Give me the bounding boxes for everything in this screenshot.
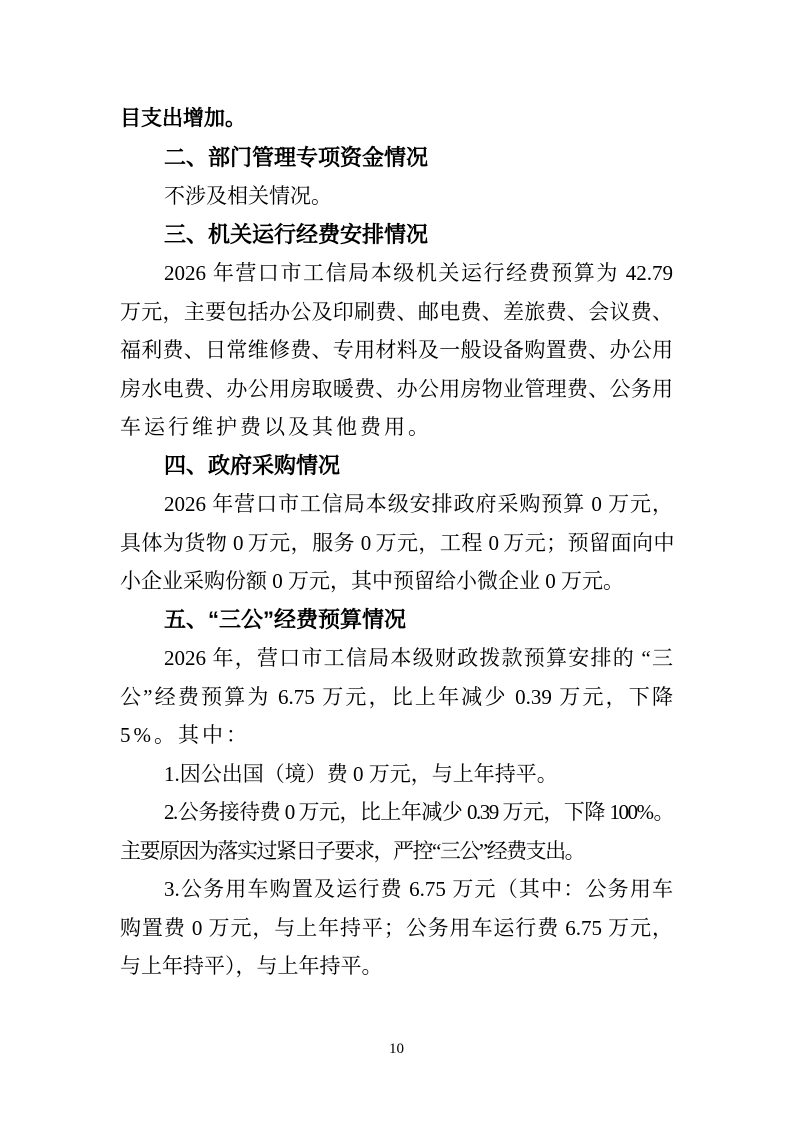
text-line: 福利费、日常维修费、专用材料及一般设备购置费、办公用 (120, 338, 673, 362)
page-number: 10 (389, 1041, 404, 1057)
text-line: 2026 年营口市工信局本级安排政府采购预算 0 万元， (164, 492, 673, 516)
text-line: 1.因公出国（境）费 0 万元，与上年持平。 (164, 761, 558, 786)
text-line: 四、政府采购情况 (164, 452, 341, 478)
text-line: 三、机关运行经费安排情况 (164, 221, 429, 247)
text-line: 二、部门管理专项资金情况 (164, 144, 429, 170)
text-line: 主要原因为落实过紧日子要求，严控“三公”经费支出。 (120, 838, 585, 863)
text-line: 公”经费预算为 6.75 万元，比上年减少 0.39 万元，下降 (120, 684, 673, 709)
text-line: 具体为货物 0 万元，服务 0 万元，工程 0 万元；预留面向中 (120, 530, 673, 555)
page-footer (0, 1040, 793, 1058)
text-line: 3.公务用车购置及运行费 6.75 万元（其中：公务用车 (164, 877, 673, 901)
text-line: 5%。其中： (120, 723, 250, 747)
text-line: 五、“三公”经费预算情况 (164, 606, 407, 632)
text-line: 购置费 0 万元，与上年持平；公务用车运行费 6.75 万元， (120, 915, 673, 940)
text-line: 车运行维护费以及其他费用。 (120, 415, 432, 439)
text-line: 万元，主要包括办公及印刷费、邮电费、差旅费、会议费、 (120, 299, 673, 324)
text-line: 小企业采购份额 0 万元，其中预留给小微企业 0 万元。 (120, 569, 624, 593)
text-line: 与上年持平），与上年持平。 (120, 954, 383, 978)
text-line: 2026 年，营口市工信局本级财政拨款预算安排的 “三 (164, 646, 673, 670)
document-body (120, 100, 673, 986)
text-line: 2.公务接待费 0 万元，比上年减少 0.39 万元，下降 100%。 (164, 800, 673, 824)
text-line: 不涉及相关情况。 (164, 184, 332, 208)
text-line: 2026 年营口市工信局本级机关运行经费预算为 42.79 (164, 261, 673, 285)
text-line: 房水电费、办公用房取暖费、办公用房物业管理费、公务用 (120, 376, 673, 401)
text-line: 目支出增加。 (120, 107, 246, 130)
